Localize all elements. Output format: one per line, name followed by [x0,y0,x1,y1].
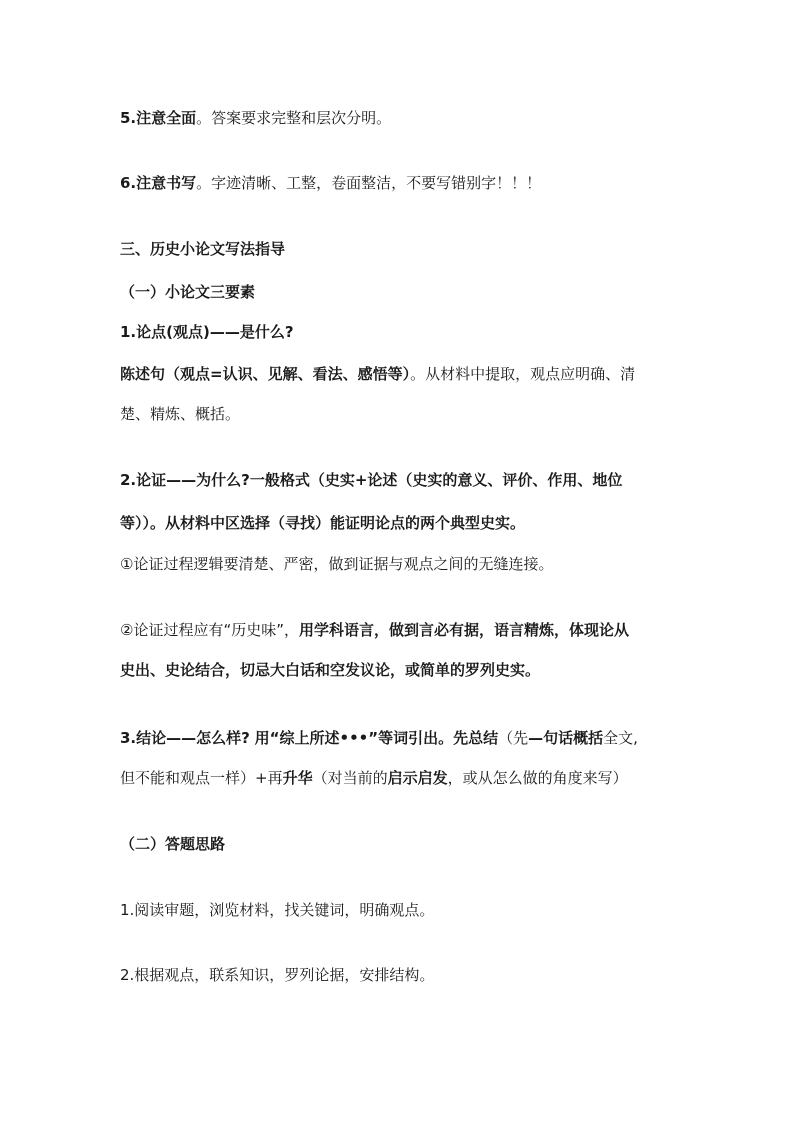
element-argument-note2-line2: 史出、史论结合，切忌大白话和空发议论，或简单的罗列史实。 [120,661,541,679]
element-conclusion-line2-a: 但不能和观点一样）+再 [120,769,283,787]
tip-handwriting [120,173,692,193]
tip-completeness [120,108,692,128]
section-title: 三、历史小论文写法指导 [120,240,286,258]
element-conclusion-fulltext: 全文, [603,729,638,747]
element-conclusion-line2 [120,768,692,788]
element-conclusion-sublimate: 升华 [282,769,313,787]
element-argument-format: 一般格式（史实+论述（史实的意义、评价、作用、地位 [249,471,623,489]
element-thesis-line2: 楚、精炼、概括。 [120,405,241,423]
approach-step-2: 2.根据观点，联系知识，罗列论据，安排结构。 [120,966,435,984]
element-thesis-heading: 1.论点(观点)——是什么? [120,323,294,341]
element-thesis-line1 [120,364,692,384]
element-conclusion-heading: 3.结论——怎么样? [120,729,250,747]
element-argument-line1 [120,470,692,490]
element-conclusion-line2-e: ，或从怎么做的角度来写） [447,769,628,787]
tip-handwriting-lead: 6.注意书写 [120,174,197,192]
subsection-title-approach: （二）答题思路 [120,835,226,853]
subsection-title-elements: （一）小论文三要素 [120,283,256,301]
approach-step-1: 1.阅读审题，浏览材料，找关键词，明确观点。 [120,901,435,919]
element-argument-line2 [120,513,692,533]
element-thesis-definition: 陈述句（观点=认识、见解、看法、感悟等） [120,365,411,383]
element-argument-method: 。从材料中区选择（寻找）能证明论点的两个典型史实。 [150,514,526,532]
element-argument-note1: ①论证过程逻辑要清楚、严密，做到证据与观点之间的无缝连接。 [120,555,554,573]
tip-completeness-text: 。答案要求完整和层次分明。 [196,109,392,127]
tip-handwriting-text: 。字迹清晰、工整，卷面整洁，不要写错别字！！！ [196,174,542,192]
element-conclusion-line2-c: （对当前的 [312,769,388,787]
element-conclusion-line1 [120,728,692,748]
element-argument-heading: 2.论证——为什么? [120,471,250,489]
element-conclusion-summary-word: 总结 [468,729,499,747]
element-argument-note2-line1 [120,620,692,640]
element-argument-note2-bold: 用学科语言，做到言必有据，语言精炼，体现论从 [299,621,630,639]
tip-completeness-lead: 5.注意全面 [120,109,197,127]
element-conclusion-phrase: 用“综上所述•••” [254,729,379,747]
element-conclusion-paren-open: （先 [498,729,529,747]
element-argument-note2-lead: ②论证过程应有“历史味”， [120,621,299,639]
element-argument-format-end: 等）） [120,514,151,532]
element-conclusion-one-sentence: —句话概括 [528,729,604,747]
element-thesis-text: 。从材料中提取，观点应明确、清 [410,365,636,383]
element-conclusion-inspiration: 启示启发 [387,769,448,787]
element-conclusion-intro: 等词引出。先 [378,729,469,747]
